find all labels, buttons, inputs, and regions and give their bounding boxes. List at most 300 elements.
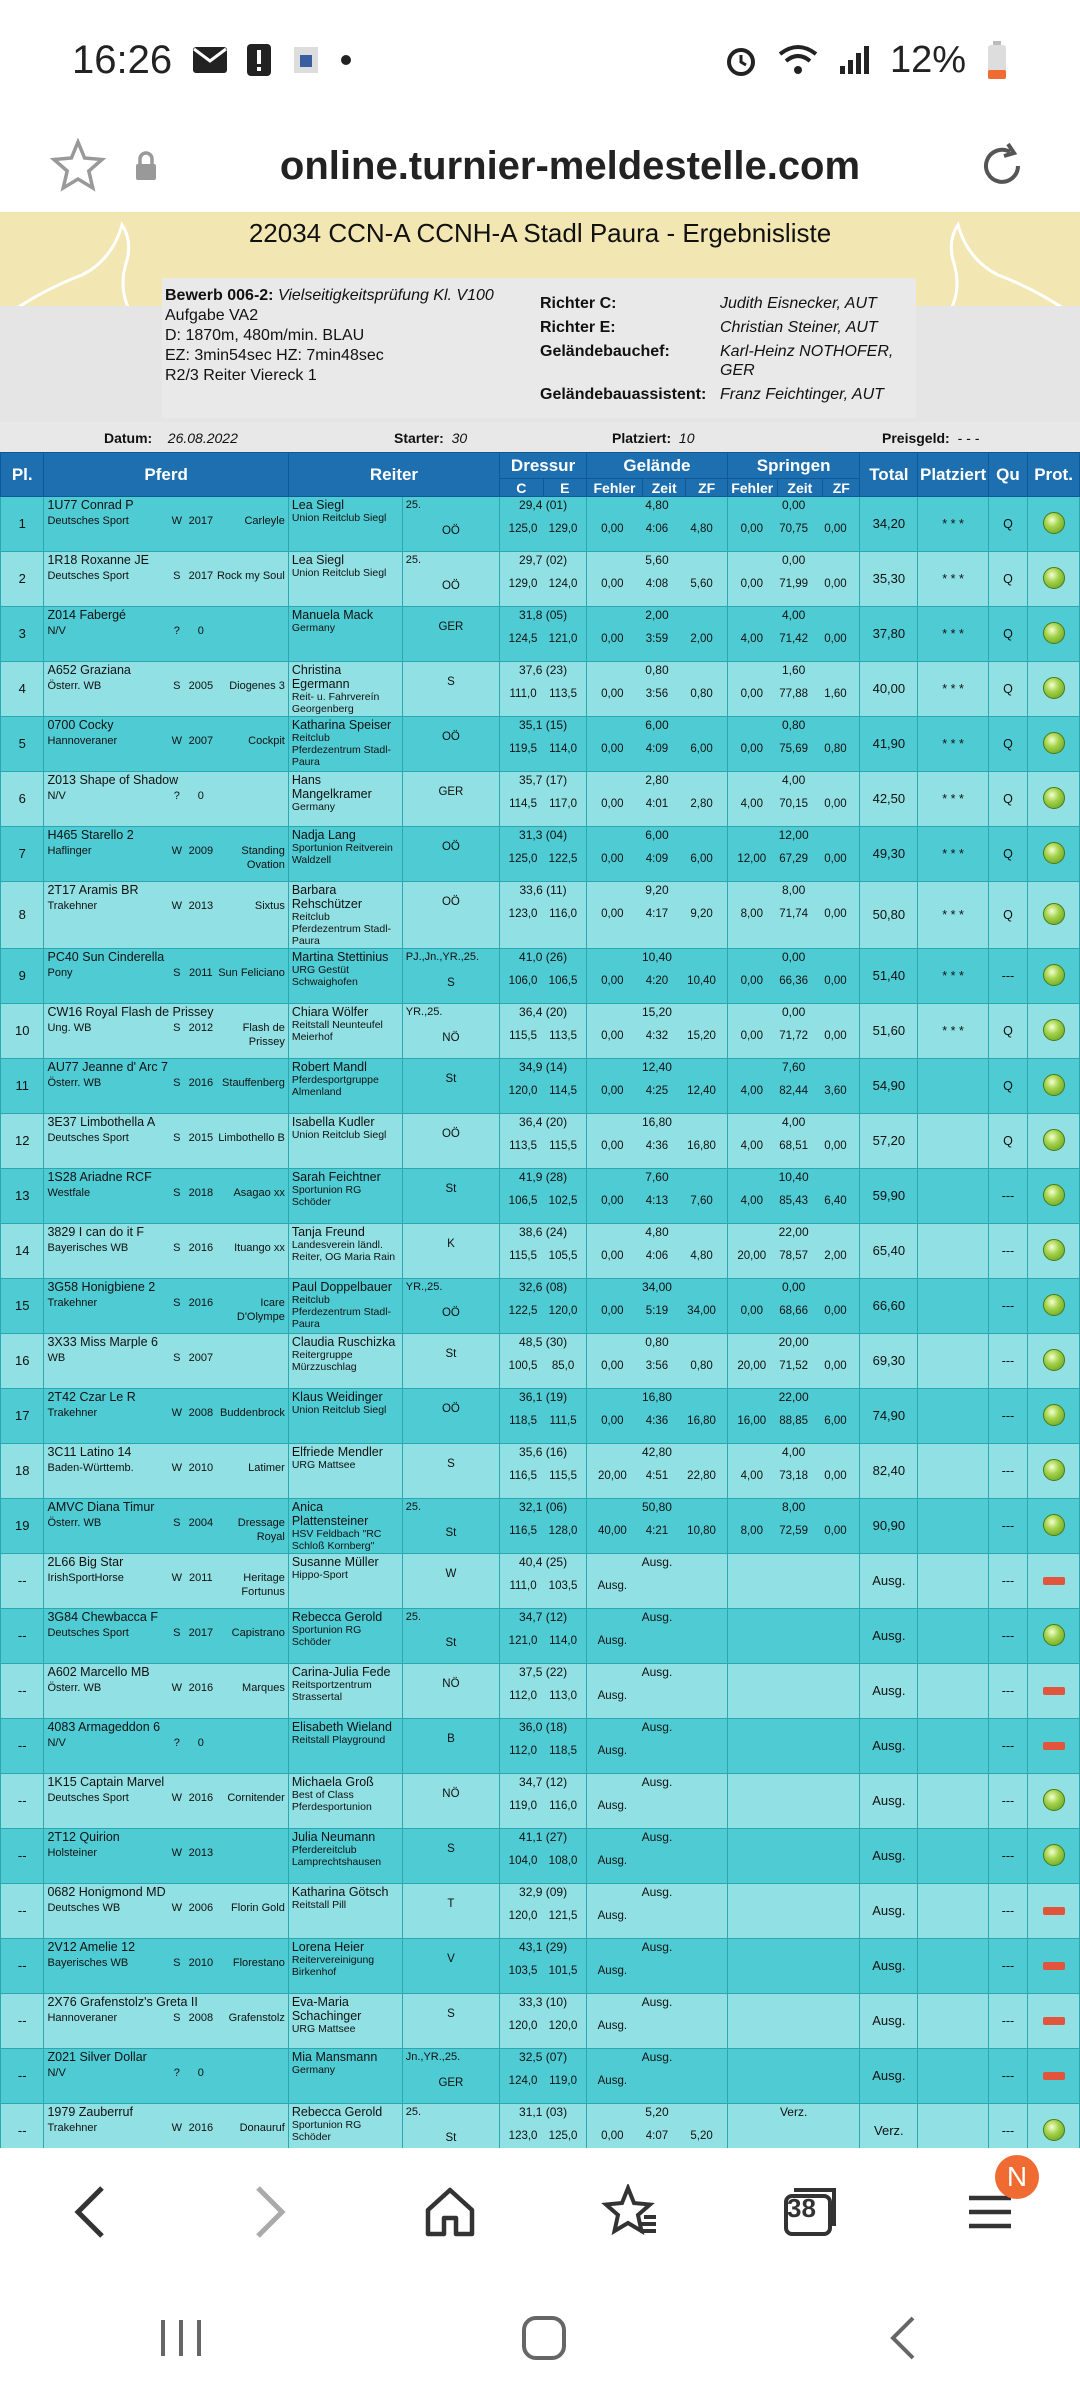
protocol-cell[interactable] <box>1028 1059 1080 1114</box>
rider-name: Eva-Maria Schachinger <box>291 1995 362 2023</box>
protocol-cell[interactable] <box>1028 1444 1080 1499</box>
rider-name: Martina Stettinius <box>291 950 389 964</box>
placed-stars: * * * <box>942 792 964 806</box>
dressage-score: 36,0 (18) <box>519 1720 568 1734</box>
rider-name: Rebecca Gerold <box>291 2105 383 2119</box>
placing: 1 <box>18 516 26 531</box>
web-page <box>0 212 1080 2148</box>
placing: 16 <box>15 1353 30 1368</box>
home-button[interactable] <box>405 2167 495 2257</box>
rider-region: NÖ <box>442 1678 460 1690</box>
horse-name: Z014 Fabergé <box>47 608 127 622</box>
rider-region: St <box>445 1527 457 1539</box>
mail-icon <box>192 46 228 74</box>
dressage-score: 36,1 (19) <box>519 1390 568 1404</box>
preisgeld-value: - - - <box>957 430 980 446</box>
rider-region: St <box>445 2132 457 2144</box>
dressage-score: 31,3 (04) <box>519 828 568 842</box>
placed-stars: * * * <box>942 517 964 531</box>
qualified-flag: --- <box>1001 2069 1015 2083</box>
table-row: -- 2V12 Amelie 12 Bayerisches WB S 2010 Florestano Lorena Heier Reitervereinigung Birkenhof V 43,1 (29) 103,5 101,5 Ausg. Ausg. Ausg. --- <box>1 1939 1080 1994</box>
protocol-cell[interactable] <box>1028 497 1080 552</box>
tabs-button[interactable] <box>765 2167 855 2257</box>
status-time: 16:26 <box>72 37 173 82</box>
total-score: Ausg. <box>872 1793 906 1808</box>
rider-region: K <box>447 1238 455 1250</box>
jumping-score: 4,00 <box>781 773 806 787</box>
rider-club: URG Gestüt Schwaighofen <box>291 964 358 988</box>
protocol-cell[interactable] <box>1028 1169 1080 1224</box>
status-bar <box>0 0 1080 120</box>
qualified-flag: --- <box>1001 1354 1015 1368</box>
rider-region: St <box>445 1348 457 1360</box>
rider-name: Carina-Julia Fede <box>291 1665 391 1679</box>
total-score: 49,30 <box>872 846 906 861</box>
placed-stars: * * * <box>942 737 964 751</box>
protocol-cell[interactable] <box>1028 1939 1080 1994</box>
menu-button[interactable] <box>945 2161 1035 2257</box>
total-score: 74,90 <box>872 1408 906 1423</box>
xc-score: 10,40 <box>641 950 672 964</box>
rider-region: S <box>447 2008 455 2020</box>
rider-club: Reit- u. Fahrvereín Georgenberg <box>291 691 380 715</box>
tennis-ball-icon[interactable] <box>1043 1404 1065 1426</box>
placing: -- <box>17 2068 27 2083</box>
table-row: 11 AU77 Jeanne d' Arc 7 Österr. WB S 2016 Stauffenberg Robert Mandl Pferdesportgruppe Almenland St 34,9 (14) 120,0 114,5 12,40 0,00 4:25 12,40 7,60 4,00 82,44 3,60 54,90 Q <box>1 1059 1080 1114</box>
horse-name: Z021 Silver Dollar <box>47 2050 147 2064</box>
dressage-score: 32,9 (09) <box>519 1885 568 1899</box>
rider-club: Germany <box>291 801 336 813</box>
tennis-ball-icon[interactable] <box>1043 1349 1065 1371</box>
placing: 10 <box>15 1023 30 1038</box>
rider-region: B <box>447 1733 455 1745</box>
tennis-ball-icon[interactable] <box>1043 842 1065 864</box>
horse-name: 2T17 Aramis BR <box>47 883 139 897</box>
qualified-flag: --- <box>1001 969 1015 983</box>
forward-button[interactable] <box>225 2167 315 2257</box>
table-row: -- 2X76 Grafenstolz's Greta II Hannoveraner S 2008 Grafenstolz Eva-Maria Schachinger URG Mattsee S 33,3 (10) 120,0 120,0 Ausg. Ausg. Ausg. --- <box>1 1994 1080 2049</box>
date-value: 26.08.2022 <box>167 430 238 446</box>
tennis-ball-icon[interactable] <box>1043 787 1065 809</box>
tennis-ball-icon[interactable] <box>1043 567 1065 589</box>
dressage-score: 36,4 (20) <box>519 1005 568 1019</box>
jumping-score: 0,00 <box>781 498 806 512</box>
chevron-left-icon <box>70 2182 110 2242</box>
rider-region: St <box>445 1073 457 1085</box>
qualified-flag: Q <box>1003 1079 1013 1093</box>
protocol-cell[interactable] <box>1028 1774 1080 1829</box>
url-text[interactable]: online.turnier-meldestelle.com <box>279 143 861 188</box>
col-prot: Prot. <box>1028 453 1080 497</box>
tennis-ball-icon[interactable] <box>1043 1514 1065 1536</box>
rider-region: St <box>445 1183 457 1195</box>
rider-name: Chiara Wölfer <box>291 1005 369 1019</box>
dressage-score: 36,4 (20) <box>519 1115 568 1129</box>
signal-icon <box>838 44 870 76</box>
bookmarks-star-icon <box>600 2184 660 2240</box>
table-row: -- 4083 Armageddon 6 N/V ? 0 Elisabeth Wieland Reitstall Playground B 36,0 (18) 112,0 118,5 Ausg. Ausg. Ausg. --- <box>1 1719 1080 1774</box>
col-pferd: Pferd <box>44 453 288 497</box>
total-score: Ausg. <box>872 1683 906 1698</box>
xc-score: Ausg. <box>641 1720 673 1734</box>
total-score: 42,50 <box>872 791 906 806</box>
protocol-cell[interactable] <box>1028 1829 1080 1884</box>
tennis-ball-icon[interactable] <box>1043 1184 1065 1206</box>
qualified-flag: Q <box>1003 1024 1013 1038</box>
rider-region: V <box>447 1953 455 1965</box>
protocol-cell[interactable] <box>1028 662 1080 717</box>
col-qu: Qu <box>988 453 1027 497</box>
placing: 3 <box>18 626 26 641</box>
rider-club: HSV Feldbach "RC Schloß Kornberg" <box>291 1528 382 1552</box>
col-springen: Springen <box>727 453 860 479</box>
rider-club: Reitclub Pferdezentrum Stadl-Paura <box>291 732 392 768</box>
placing: 19 <box>15 1518 30 1533</box>
protocol-cell[interactable] <box>1028 1224 1080 1279</box>
table-row: -- 1979 Zauberruf Trakehner W 2016 Donauruf Rebecca Gerold Sportunion RG Schöder 25. St 31,1 (03) 123,0 125,0 5,20 0,00 4:07 5,20 Verz. Verz. --- <box>1 2104 1080 2149</box>
jumping-score: 22,00 <box>778 1225 809 1239</box>
protocol-cell[interactable] <box>1028 1004 1080 1059</box>
rider-region: S <box>447 676 455 688</box>
horse-name: 1979 Zauberruf <box>47 2105 133 2119</box>
protocol-cell[interactable] <box>1028 607 1080 662</box>
protocol-cell[interactable] <box>1028 1114 1080 1169</box>
placing: -- <box>17 1793 27 1808</box>
placing: -- <box>17 1628 27 1643</box>
table-row: 18 3C11 Latino 14 Baden-Württemb. W 2010 Latimer Elfriede Mendler URG Mattsee S 35,6 (16) 116,5 115,5 42,80 20,00 4:51 22,80 4,00 4,00 73,18 0,00 82,40 --- <box>1 1444 1080 1499</box>
rider-region: S <box>447 977 455 989</box>
dressage-score: 35,6 (16) <box>519 1445 568 1459</box>
total-score: 50,80 <box>872 907 906 922</box>
tennis-ball-icon[interactable] <box>1043 1129 1065 1151</box>
rider-club: Union Reitclub Siegl <box>291 567 387 579</box>
rider-club: Reitergruppe Mürzzuschlag <box>291 1349 357 1373</box>
jumping-score: 4,00 <box>781 608 806 622</box>
placed-stars: * * * <box>942 682 964 696</box>
protocol-cell[interactable] <box>1028 1279 1080 1334</box>
xc-score: Ausg. <box>641 2050 673 2064</box>
total-score: Ausg. <box>872 1738 906 1753</box>
protocol-cell[interactable] <box>1028 1554 1080 1609</box>
protocol-cell[interactable] <box>1028 552 1080 607</box>
xc-score: 2,80 <box>645 773 669 787</box>
protocol-cell[interactable] <box>1028 2104 1080 2149</box>
rider-club: Landesverein ländl. Reiter, OG Maria Rain <box>291 1239 396 1263</box>
qualified-flag: Q <box>1003 792 1013 806</box>
protocol-cell[interactable] <box>1028 1499 1080 1554</box>
rider-name: Elisabeth Wieland <box>291 1720 392 1734</box>
qualified-flag: Q <box>1003 737 1013 751</box>
placing: -- <box>17 1738 27 1753</box>
placing: 17 <box>15 1408 30 1423</box>
xc-score: 2,00 <box>645 608 669 622</box>
qualified-flag: --- <box>1001 1794 1015 1808</box>
jumping-score: 4,00 <box>781 1445 806 1459</box>
horse-name: H465 Starello 2 <box>47 828 134 842</box>
horse-name: 2T12 Quirion <box>47 1830 120 1844</box>
horse-name: 1R18 Roxanne JE <box>47 553 149 567</box>
horse-name: 2T42 Czar Le R <box>47 1390 136 1404</box>
col-pl: Pl. <box>1 453 44 497</box>
dressage-score: 31,1 (03) <box>519 2105 568 2119</box>
bookmark-star-icon[interactable] <box>50 138 106 194</box>
home-nav-icon[interactable] <box>520 2314 568 2362</box>
rider-name: Anica Plattensteiner <box>291 1500 369 1528</box>
competition-info <box>0 287 1080 422</box>
protocol-cell[interactable] <box>1028 949 1080 1004</box>
alarm-icon <box>724 43 758 77</box>
rider-name: Susanne Müller <box>291 1555 379 1569</box>
rider-region: OÖ <box>441 580 460 592</box>
rider-qual: PJ.,Jn.,YR.,25. <box>405 951 480 963</box>
col-total: Total <box>860 453 918 497</box>
xc-score: 42,80 <box>641 1445 672 1459</box>
horse-name: A652 Graziana <box>47 663 131 677</box>
xc-score: 4,80 <box>645 1225 669 1239</box>
back-button[interactable] <box>45 2167 135 2257</box>
rider-club: Reitclub Pferdezentrum Stadl-Paura <box>291 911 392 947</box>
table-row: -- 1K15 Captain Marvel Deutsches Sport W 2016 Cornitender Michaela Groß Best of Class Pferdesportunion NÖ 34,7 (12) 119,0 116,0 Ausg. Ausg. Ausg. --- <box>1 1774 1080 1829</box>
qualified-flag: --- <box>1001 1299 1015 1313</box>
table-row: 15 3G58 Honigbiene 2 Trakehner S 2016 Icare D'Olympe Paul Doppelbauer Reitclub Pferdezentrum Stadl-Paura YR.,25. OÖ 32,6 (08) 122,5 120,0 34,00 0,00 5:19 34,00 0,00 0,00 68,66 0,00 66,60 --- <box>1 1279 1080 1334</box>
xc-score: 7,60 <box>645 1170 669 1184</box>
placed-stars: * * * <box>942 908 964 922</box>
bewerb-value: Vielseitigkeitsprüfung Kl. V100 <box>277 287 494 304</box>
rider-name: Robert Mandl <box>291 1060 367 1074</box>
rider-club: URG Mattsee <box>291 2023 356 2035</box>
jumping-score: Verz. <box>779 2105 808 2119</box>
red-bar-icon[interactable] <box>1043 2072 1065 2080</box>
rider-club: Reitstall Neunteufel Meierhof <box>291 1019 383 1043</box>
tennis-ball-icon[interactable] <box>1043 512 1065 534</box>
rider-club: Pferdereitclub Lamprechtshausen <box>291 1844 382 1868</box>
dressage-score: 34,7 (12) <box>519 1610 568 1624</box>
wifi-icon <box>778 44 818 76</box>
tennis-ball-icon[interactable] <box>1043 1019 1065 1041</box>
menu-badge: N <box>995 2155 1039 2199</box>
protocol-cell[interactable] <box>1028 827 1080 882</box>
dressage-score: 35,1 (15) <box>519 718 568 732</box>
home-icon <box>422 2184 478 2240</box>
rider-region: GER <box>438 2077 464 2089</box>
qualified-flag: Q <box>1003 908 1013 922</box>
qualified-flag: Q <box>1003 517 1013 531</box>
dressage-score: 34,9 (14) <box>519 1060 568 1074</box>
rider-region: S <box>447 1843 455 1855</box>
tennis-ball-icon[interactable] <box>1043 732 1065 754</box>
placing: -- <box>17 2013 27 2028</box>
dressage-score: 32,1 (06) <box>519 1500 568 1514</box>
dressage-score: 41,0 (26) <box>519 950 568 964</box>
rider-club: Reitclub Pferdezentrum Stadl-Paura <box>291 1294 392 1330</box>
dressage-score: 32,6 (08) <box>519 1280 568 1294</box>
rider-qual: YR.,25. <box>405 1006 443 1018</box>
address-bar <box>0 120 1080 212</box>
red-bar-icon[interactable] <box>1043 2017 1065 2025</box>
tennis-ball-icon[interactable] <box>1043 964 1065 986</box>
arena-text: R2/3 Reiter Viereck 1 <box>165 367 317 384</box>
rider-region: OÖ <box>441 841 460 853</box>
qualified-flag: Q <box>1003 572 1013 586</box>
back-nav-icon[interactable] <box>883 2314 923 2362</box>
total-score: Ausg. <box>872 1848 906 1863</box>
tennis-ball-icon[interactable] <box>1043 1789 1065 1811</box>
total-score: 59,90 <box>872 1188 906 1203</box>
table-row: 4 A652 Graziana Österr. WB S 2005 Diogenes 3 Christina Egermann Reit- u. Fahrvereín Georgenberg S 37,6 (23) 111,0 113,5 0,80 0,00 3:56 0,80 1,60 0,00 77,88 1,60 40,00 * * * Q <box>1 662 1080 717</box>
protocol-cell[interactable] <box>1028 1389 1080 1444</box>
protocol-cell[interactable] <box>1028 772 1080 827</box>
protocol-cell[interactable] <box>1028 1884 1080 1939</box>
rider-club: Pferdesportgruppe Almenland <box>291 1074 379 1098</box>
rider-region: GER <box>438 786 464 798</box>
dressage-score: 29,4 (01) <box>519 498 568 512</box>
qualified-flag: --- <box>1001 1464 1015 1478</box>
reload-icon[interactable] <box>974 138 1030 194</box>
tabs-count: 38 <box>787 2193 816 2223</box>
rider-name: Christina Egermann <box>291 663 350 691</box>
protocol-cell[interactable] <box>1028 1994 1080 2049</box>
rider-name: Elfriede Mendler <box>291 1445 383 1459</box>
qualified-flag: Q <box>1003 627 1013 641</box>
protocol-cell[interactable] <box>1028 1664 1080 1719</box>
rider-region: OÖ <box>441 1128 460 1140</box>
xc-score: 0,80 <box>645 1335 669 1349</box>
jumping-score: 0,00 <box>781 950 806 964</box>
total-score: Ausg. <box>872 2068 906 2083</box>
protocol-cell[interactable] <box>1028 1719 1080 1774</box>
col-gelaende: Gelände <box>587 453 728 479</box>
horse-name: AU77 Jeanne d' Arc 7 <box>47 1060 169 1074</box>
protocol-cell[interactable] <box>1028 2049 1080 2104</box>
red-bar-icon[interactable] <box>1043 1962 1065 1970</box>
red-bar-icon[interactable] <box>1043 1742 1065 1750</box>
dressage-score: 41,9 (28) <box>519 1170 568 1184</box>
xc-score: Ausg. <box>641 1830 673 1844</box>
dressage-score: 41,1 (27) <box>519 1830 568 1844</box>
jumping-score: 0,00 <box>781 1280 806 1294</box>
protocol-cell[interactable] <box>1028 1334 1080 1389</box>
rider-name: Mia Mansmann <box>291 2050 378 2064</box>
bookmarks-button[interactable] <box>585 2167 675 2257</box>
total-score: 51,60 <box>872 1023 906 1038</box>
dressage-score: 43,1 (29) <box>519 1940 568 1954</box>
rider-club: Sportunion RG Schöder <box>291 1624 362 1648</box>
tennis-ball-icon[interactable] <box>1043 1239 1065 1261</box>
placing: 13 <box>15 1188 30 1203</box>
rider-region: OÖ <box>441 525 460 537</box>
rider-qual: YR.,25. <box>405 1281 443 1293</box>
table-row: 19 AMVC Diana Timur Österr. WB S 2004 Dressage Royal Anica Plattensteiner HSV Feldbach "RC Schloß Kornberg" 25. St 32,1 (06) 116,5 128,0 50,80 40,00 4:21 10,80 8,00 8,00 72,59 0,00 90,90 --- <box>1 1499 1080 1554</box>
dressage-score: 33,3 (10) <box>519 1995 568 2009</box>
rider-name: Klaus Weidinger <box>291 1390 383 1404</box>
total-score: 65,40 <box>872 1243 906 1258</box>
battery-icon <box>986 40 1008 80</box>
tennis-ball-icon[interactable] <box>1043 1294 1065 1316</box>
rider-club: Reitstall Playground <box>291 1734 386 1746</box>
red-bar-icon[interactable] <box>1043 1687 1065 1695</box>
dressage-score: 34,7 (12) <box>519 1775 568 1789</box>
rider-qual: 25. <box>405 499 422 511</box>
rider-name: Lea Siegl <box>291 498 344 512</box>
rider-club: URG Mattsee <box>291 1459 356 1471</box>
table-row: 10 CW16 Royal Flash de Prissey Ung. WB S 2012 Flash de Prissey Chiara Wölfer Reitstall Neunteufel Meierhof YR.,25. NÖ 36,4 (20) 115,5 113,5 15,20 0,00 4:32 15,20 0,00 0,00 71,72 0,00 51,60 * * * Q <box>1 1004 1080 1059</box>
horse-name: 3E37 Limbothella A <box>47 1115 156 1129</box>
placed-stars: * * * <box>942 1024 964 1038</box>
rider-name: Isabella Kudler <box>291 1115 375 1129</box>
qualified-flag: --- <box>1001 1244 1015 1258</box>
xc-score: 50,80 <box>641 1500 672 1514</box>
rider-region: St <box>445 1637 457 1649</box>
tennis-ball-icon[interactable] <box>1043 677 1065 699</box>
official-row: Geländebauassistent: Franz Feichtinger, AUT <box>540 386 884 403</box>
tennis-ball-icon[interactable] <box>1043 903 1065 925</box>
tennis-ball-icon[interactable] <box>1043 1624 1065 1646</box>
total-score: Ausg. <box>872 1958 906 1973</box>
recents-icon[interactable] <box>157 2316 205 2360</box>
qualified-flag: --- <box>1001 1409 1015 1423</box>
starter-value: 30 <box>451 430 468 446</box>
dressage-score: 48,5 (30) <box>519 1335 568 1349</box>
xc-score: 0,80 <box>645 663 669 677</box>
alert-icon <box>246 43 272 77</box>
total-score: 57,20 <box>872 1133 906 1148</box>
system-nav-bar <box>0 2276 1080 2400</box>
rider-name: Michaela Groß <box>291 1775 374 1789</box>
qualified-flag: --- <box>1001 1849 1015 1863</box>
total-score: Ausg. <box>872 1903 906 1918</box>
qualified-flag: --- <box>1001 1684 1015 1698</box>
protocol-cell[interactable] <box>1028 1609 1080 1664</box>
xc-score: 16,80 <box>641 1390 672 1404</box>
tennis-ball-icon[interactable] <box>1043 1074 1065 1096</box>
table-row: 9 PC40 Sun Cinderella Pony S 2011 Sun Feliciano Martina Stettinius URG Gestüt Schwaighofen PJ.,Jn.,YR.,25. S 41,0 (26) 106,0 106,5 10,40 0,00 4:20 10,40 0,00 0,00 66,36 0,00 51,40 * * * --- <box>1 949 1080 1004</box>
tennis-ball-icon[interactable] <box>1043 622 1065 644</box>
rider-name: Lorena Heier <box>291 1940 365 1954</box>
rider-qual: 25. <box>405 1611 422 1623</box>
total-score: 69,30 <box>872 1353 906 1368</box>
results-table: Pl. Pferd Reiter Dressur Gelände Springen Total Platziert Qu Prot. C E Fehler Zeit ZF Fehler Zeit ZF 1 1U77 Conrad P Deutsches Sport W 2017 Carleyle Lea Siegl Union Reitclub Siegl 25. OÖ 29,4 (01) 125,0 129,0 4,80 0,00 4:06 4,80 0,00 0,00 70,75 0,00 34,20 * * * Q 2 1R18 Roxanne JE Deutsches Sport S 2017 Rock my Soul Lea Siegl Union Reitclub Siegl 25. OÖ 29,7 (02) 129,0 124,0 5,60 0,00 4:08 5,60 0,00 0,00 71,99 0,00 35,30 * * * Q 3 Z014 Fabergé N/V ? 0 Manuela Mack Germany GER 31,8 (05) 124,5 121,0 2,00 0,00 3:59 2,00 4,00 4,00 71,42 0,00 37,80 * * * Q 4 A652 Graziana Österr. WB S 2005 Diogenes 3 Christina Egermann Reit- u. Fahrvereín Georgenberg S 37,6 (23) 111,0 113,5 0,80 0,00 3:56 0,80 1,60 0,00 77,88 1,60 40,00 * * * Q 5 0700 Cocky Hannoveraner W 2007 Cockpit Katharina Speiser Reitclub Pferdezentrum Stadl-Paura OÖ 35,1 (15) 119,5 114,0 6,00 0,00 4:09 6,00 0,80 0,00 75,69 0,80 41,90 * * * Q 6 Z013 Shape of Shadow N/V ? 0 Hans Mangelkramer Germany GER 35,7 (17) 114,5 117,0 2,80 0,00 4:01 2,80 4,00 4,00 70,15 0,00 42,50 * * * Q 7 H465 Starello 2 Haflinger W 2009 Standing Ovation Nadja Lang Sportunion Reitverein Waldzell OÖ 31,3 (04) 125,0 122,5 6,00 0,00 4:09 6,00 12,00 12,00 67,29 0,00 49,30 * * * Q 8 2T17 Aramis BR Trakehner W 2013 Sixtus Barbara Rehschützer Reitclub Pferdezentrum Stadl-Paura OÖ 33,6 (11) 123,0 116,0 9,20 0,00 4:17 9,20 8,00 8,00 71,74 0,00 50,80 * * * Q 9 PC40 Sun Cinderella Pony S 2011 Sun Feliciano Martina Stettinius URG Gestüt Schwaighofen PJ.,Jn.,YR.,25. S 41,0 (26) 106,0 106,5 10,40 0,00 4:20 10,40 0,00 0,00 66,36 0,00 51,40 * * * --- 10 CW16 Royal Flash de Prissey Ung. WB S 2012 Flash de Prissey Chiara Wölfer Reitstall Neunteufel Meierhof YR.,25. NÖ 36,4 (20) 115,5 113,5 15,20 0,00 4:32 15,20 0,00 0,00 71,72 0,00 51,60 * * * Q 11 AU77 Jeanne d' Arc 7 Österr. WB S 2016 Stauffenberg Robert Mandl Pferdesportgruppe Almenland St 34,9 (14) 120,0 114,5 12,40 0,00 4:25 12,40 7,60 4,00 82,44 3,60 54,90 Q 12 3E37 Limbothella A Deutsches Sport S 2015 Limbothello B Isabella Kudler Union Reitclub Siegl OÖ 36,4 (20) 113,5 115,5 16,80 0,00 4:36 16,80 4,00 4,00 68,51 0,00 57,20 Q 13 1S28 Ariadne RCF Westfale S 2018 Asagao xx Sarah Feichtner Sportunion RG Schöder St 41,9 (28) 106,5 102,5 7,60 0,00 4:13 7,60 10,40 4,00 85,43 6,40 59,90 --- 14 3829 I can do it F Bayerisches WB S 2016 Ituango xx Tanja Freund Landesverein ländl. Reiter, OG Maria Rain K 38,6 (24) 115,5 105,5 4,80 0,00 4:06 4,80 22,00 20,00 78,57 2,00 65,40 --- 15 3G58 Honigbiene 2 Trakehner S 2016 Icare D'Olympe Paul Doppelbauer Reitclub Pferdezentrum Stadl-Paura YR.,25. OÖ 32,6 (08) 122,5 120,0 34,00 0,00 5:19 34,00 0,00 0,00 68,66 0,00 66,60 --- 16 3X33 Miss Marple 6 WB S 2007 Claudia Ruschizka Reitergruppe Mürzzuschlag St 48,5 (30) 100,5 85,0 0,80 0,00 3:56 0,80 20,00 20,00 71,52 0,00 69,30 --- 17 2T42 Czar Le R Trakehner W 2008 Buddenbrock Klaus Weidinger Union Reitclub Siegl OÖ 36,1 (19) 118,5 111,5 16,80 0,00 4:36 16,80 22,00 16,00 88,85 6,00 74,90 --- 18 3C11 Latino 14 Baden-Württemb. W 2010 Latimer Elfriede Mendler URG Mattsee S 35,6 (16) 116,5 115,5 42,80 20,00 4:51 22,80 4,00 4,00 73,18 0,00 82,40 --- 19 AMVC Diana Timur Österr. WB S 2004 Dressage Royal Anica Plattensteiner HSV Feldbach "RC Schloß Kornberg" 25. St 32,1 (06) 116,5 128,0 50,80 40,00 4:21 10,80 8,00 8,00 72,59 0,00 90,90 --- -- 2L66 Big Star IrishSportHorse W 2011 Heritage Fortunus Susanne Müller Hippo-Sport W 40,4 (25) 111,0 103,5 Ausg. Ausg. Ausg. --- -- 3G84 Chewbacca F Deutsches Sport S 2017 Capistrano Rebecca Gerold Sportunion RG Schöder 25. St 34,7 (12) 121,0 114,0 Ausg. Ausg. Ausg. --- -- A602 Marcello MB Österr. WB W 2016 Marques Carina-Julia Fede Reitsportzentrum Strassertal NÖ 37,5 (22) 112,0 113,0 Ausg. Ausg. Ausg. --- -- 4083 Armageddon 6 N/V ? 0 Elisabeth Wieland Reitstall Playground B 36,0 (18) 112,0 118,5 Ausg. Ausg. Ausg. --- -- 1K15 Captain Marvel Deutsches Sport W 2016 Cornitender Michaela Groß Best of Class Pferdesportunion NÖ 34,7 (12) 119,0 116,0 Ausg. Ausg. Ausg. --- -- 2T12 Quirion Holsteiner W 2013 Julia Neumann Pferdereitclub Lamprechtshausen S 41,1 (27) 104,0 108,0 Ausg. Ausg. Ausg. --- -- 0682 Honigmond MD Deutsches WB W 2006 Florin Gold Katharina Götsch Reitstall Pill T 32,9 (09) 120,0 121,5 Ausg. Ausg. Ausg. --- -- 2V12 Amelie 12 Bayerisches WB S 2010 Florestano Lorena Heier Reitervereinigung Birkenhof V 43,1 (29) 103,5 101,5 Ausg. Ausg. Ausg. --- -- 2X76 Grafenstolz's Greta II Hannoveraner S 2008 Grafenstolz Eva-Maria Schachinger URG Mattsee S 33,3 (10) 120,0 120,0 Ausg. Ausg. Ausg. --- -- Z021 Silver Dollar N/V ? 0 Mia Mansmann Germany Jn.,YR.,25. GER 32,5 (07) 124,0 119,0 Ausg. Ausg. Ausg. --- -- 1979 Zauberruf Trakehner W 2016 Donauruf Rebecca Gerold Sportunion RG Schöder 25. St 31,1 (03) 123,0 125,0 5,20 0,00 4:07 5,20 Verz. Verz. --- <box>0 452 1080 2148</box>
red-bar-icon[interactable] <box>1043 1907 1065 1915</box>
browser-toolbar <box>0 2148 1080 2276</box>
rider-club: Germany <box>291 2064 336 2076</box>
platziert-value: 10 <box>678 430 695 446</box>
placing: -- <box>17 1848 27 1863</box>
xc-score: 9,20 <box>645 883 669 897</box>
qualified-flag: --- <box>1001 2124 1015 2138</box>
protocol-cell[interactable] <box>1028 882 1080 949</box>
protocol-cell[interactable] <box>1028 717 1080 772</box>
table-row: 7 H465 Starello 2 Haflinger W 2009 Standing Ovation Nadja Lang Sportunion Reitverein Waldzell OÖ 31,3 (04) 125,0 122,5 6,00 0,00 4:09 6,00 12,00 12,00 67,29 0,00 49,30 * * * Q <box>1 827 1080 882</box>
qualified-flag: Q <box>1003 847 1013 861</box>
col-dressur: Dressur <box>500 453 587 479</box>
tennis-ball-icon[interactable] <box>1043 1844 1065 1866</box>
jumping-score: 7,60 <box>781 1060 806 1074</box>
table-row: 1 1U77 Conrad P Deutsches Sport W 2017 Carleyle Lea Siegl Union Reitclub Siegl 25. OÖ 29,4 (01) 125,0 129,0 4,80 0,00 4:06 4,80 0,00 0,00 70,75 0,00 34,20 * * * Q <box>1 497 1080 552</box>
red-bar-icon[interactable] <box>1043 1577 1065 1585</box>
rider-qual: 25. <box>405 2106 422 2118</box>
xc-score: 34,00 <box>641 1280 672 1294</box>
dressage-score: 35,7 (17) <box>519 773 568 787</box>
tennis-ball-icon[interactable] <box>1043 2119 1065 2141</box>
total-score: 90,90 <box>872 1518 906 1533</box>
table-row: -- 3G84 Chewbacca F Deutsches Sport S 2017 Capistrano Rebecca Gerold Sportunion RG Schöder 25. St 34,7 (12) 121,0 114,0 Ausg. Ausg. Ausg. --- <box>1 1609 1080 1664</box>
dressage-score: 29,7 (02) <box>519 553 568 567</box>
jumping-score: 20,00 <box>778 1335 809 1349</box>
rider-name: Rebecca Gerold <box>291 1610 383 1624</box>
placing: 2 <box>18 571 26 586</box>
tennis-ball-icon[interactable] <box>1043 1459 1065 1481</box>
rider-region: T <box>447 1898 455 1910</box>
